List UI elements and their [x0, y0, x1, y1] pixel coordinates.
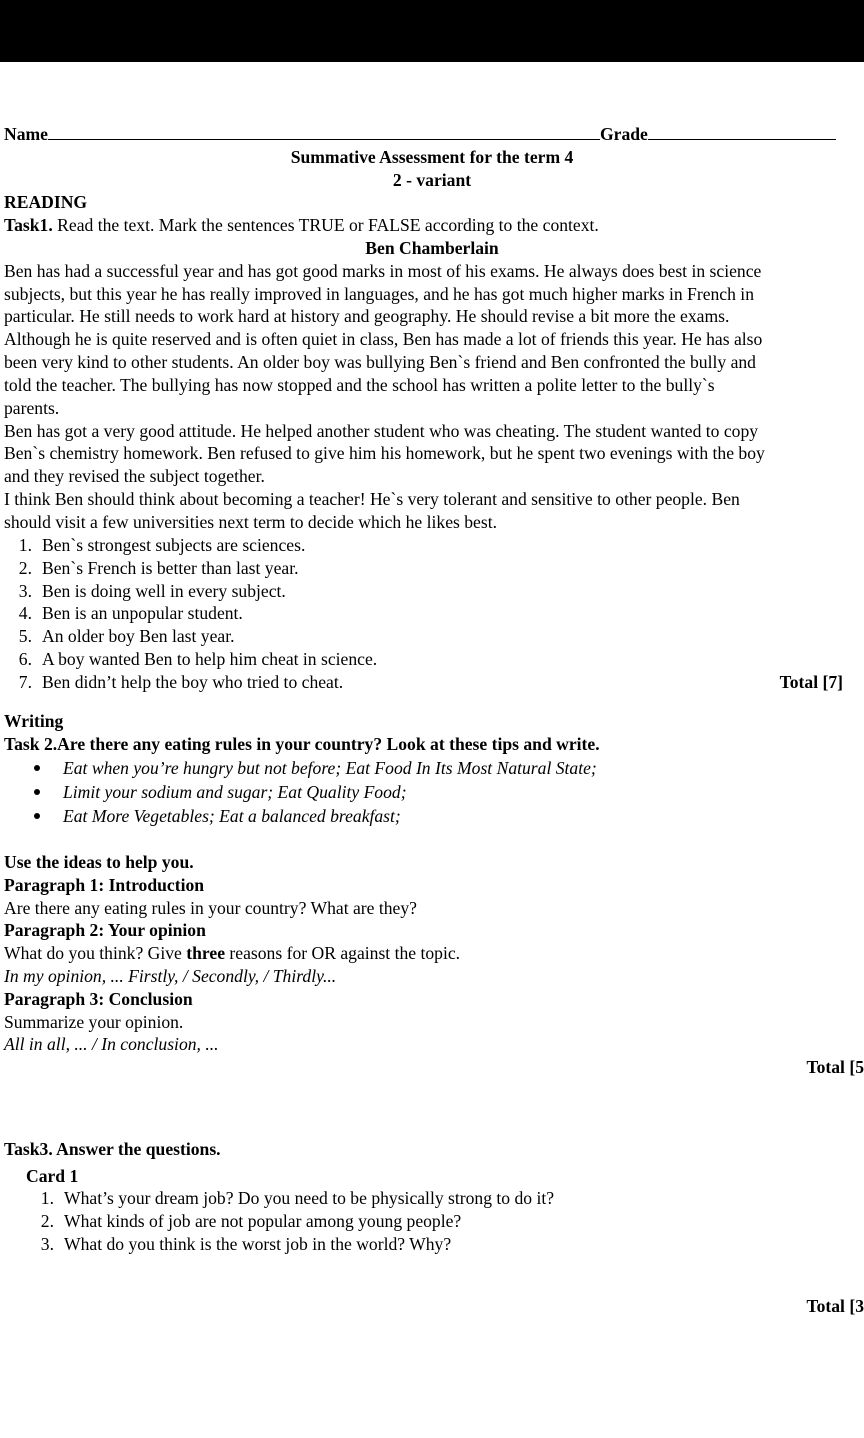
task3-instruction: Task3. Answer the questions. [4, 1139, 221, 1159]
story-line: Ben`s chemistry homework. Ben refused to give him his homework, but he spent two evenings with the boy [4, 443, 765, 463]
paragraph3-text: Summarize your opinion. [4, 1012, 184, 1032]
task2-instruction: Task 2.Are there any eating rules in your country? Look at these tips and write. [4, 734, 600, 754]
paragraph2-text: What do you think? Give three reasons for OR against the topic. [4, 943, 461, 963]
top-black-bar [0, 0, 864, 62]
question-item: 3. What do you think is the worst job in the world? Why? [40, 1234, 452, 1254]
tip-item: Eat More Vegetables; Eat a balanced breakfast; [63, 806, 401, 826]
paragraph3-phrases: All in all, ... / In conclusion, ... [4, 1034, 219, 1054]
story-line: particular. He still needs to work hard at history and geography. He should revise a bit more the exams. [4, 306, 730, 326]
writing-heading: Writing [4, 711, 64, 731]
statement-item: 1. Ben`s strongest subjects are sciences. [18, 535, 306, 555]
paragraph1-text: Are there any eating rules in your country? What are they? [4, 898, 417, 918]
paragraph1-heading: Paragraph 1: Introduction [4, 875, 205, 895]
story-line: Ben has got a very good attitude. He helped another student who was cheating. The student wanted to copy [4, 421, 759, 441]
tip-item: Eat when you’re hungry but not before; Eat Food In Its Most Natural State; [63, 758, 597, 778]
name-grade-line [4, 123, 836, 145]
grade-label: Grade [599, 124, 648, 144]
task1-text: Read the text. Mark the sentences TRUE or FALSE according to the context. [52, 215, 599, 235]
question-item: 2. What kinds of job are not popular among young people? [40, 1211, 462, 1231]
task1-instruction [4, 214, 599, 236]
statement-item: 3. Ben is doing well in every subject. [18, 581, 286, 601]
use-ideas-heading: Use the ideas to help you. [4, 852, 194, 872]
story-line: Ben has had a successful year and has got good marks in most of his exams. He always does best in science [4, 261, 762, 281]
statement-item: 6. A boy wanted Ben to help him cheat in science. [18, 649, 378, 669]
story-line: parents. [4, 398, 60, 418]
story-line: subjects, but this year he has really improved in languages, and he has got much higher marks in French in [4, 284, 754, 304]
statement-item: 5. An older boy Ben last year. [18, 626, 235, 646]
question-item: 1. What’s your dream job? Do you need to be physically strong to do it? [40, 1188, 555, 1208]
bullet-icon [34, 765, 40, 771]
name-label: Name [4, 124, 48, 144]
paragraph2-heading: Paragraph 2: Your opinion [4, 920, 206, 940]
story-line: I think Ben should think about becoming a teacher! He`s very tolerant and sensitive to other people. Ben [4, 489, 740, 509]
statement-item: 7. Ben didn’t help the boy who tried to cheat. [18, 672, 344, 692]
reading-total: Total [7] [779, 672, 843, 692]
story-line: been very kind to other students. An older boy was bullying Ben`s friend and Ben confronted the bully and [4, 352, 756, 372]
card-label: Card 1 [26, 1166, 79, 1186]
bullet-icon [34, 789, 40, 795]
story-line: should visit a few universities next term to decide which he likes best. [4, 512, 498, 532]
statement-item: 4. Ben is an unpopular student. [18, 603, 243, 623]
variant-label: 2 - variant [392, 170, 472, 190]
paragraph3-heading: Paragraph 3: Conclusion [4, 989, 193, 1009]
task3-total: Total [3 [806, 1296, 864, 1316]
paragraph2-phrases: In my opinion, ... Firstly, / Secondly, / Thirdly... [4, 966, 337, 986]
name-blank [48, 125, 600, 140]
writing-total: Total [5 [806, 1057, 864, 1077]
reading-heading: READING [4, 192, 88, 212]
page-title: Summative Assessment for the term 4 [290, 147, 574, 167]
grade-blank [648, 125, 836, 140]
story-line: told the teacher. The bullying has now stopped and the school has written a polite letter to the bully`s [4, 375, 715, 395]
statement-item: 2. Ben`s French is better than last year. [18, 558, 299, 578]
story-line: Although he is quite reserved and is often quiet in class, Ben has made a lot of friends this year. He has also [4, 329, 763, 349]
task1-label: Task1. [4, 215, 53, 235]
story-title: Ben Chamberlain [365, 238, 499, 258]
story-line: and they revised the subject together. [4, 466, 265, 486]
bullet-icon [34, 813, 40, 819]
tip-item: Limit your sodium and sugar; Eat Quality Food; [63, 782, 407, 802]
